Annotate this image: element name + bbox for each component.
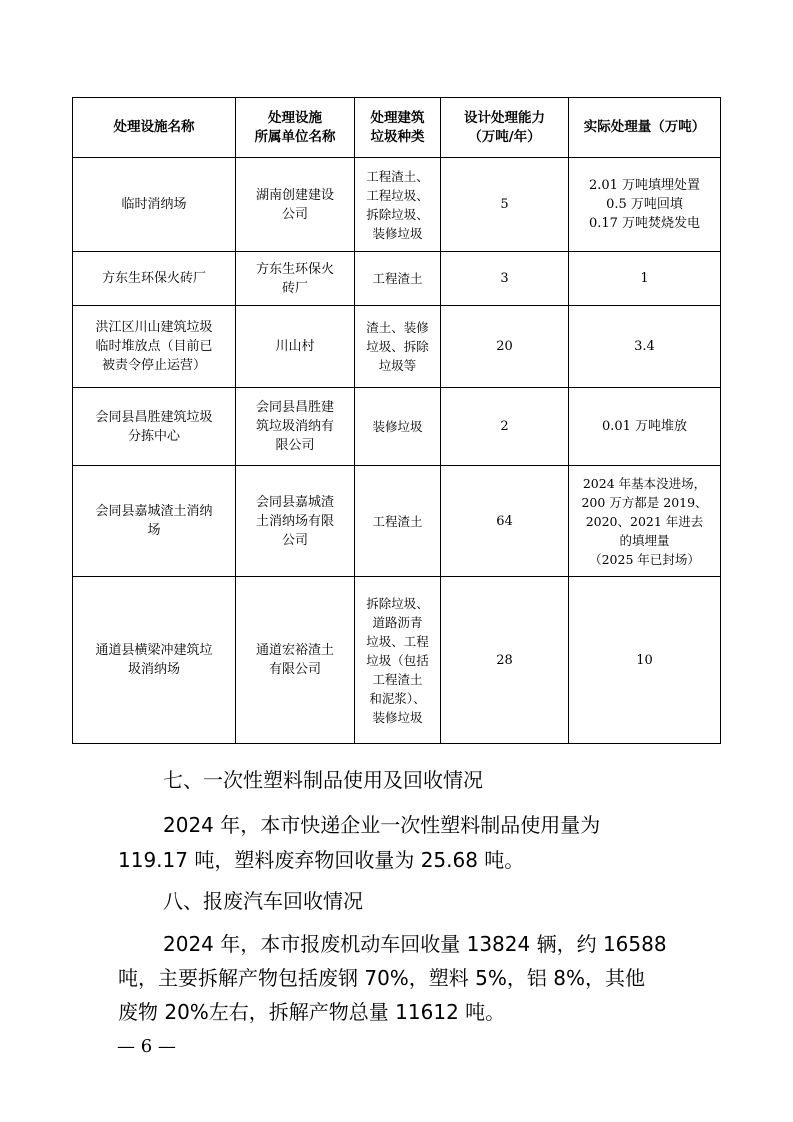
section-8-paragraph-line-1: 2024 年，本市报废机动车回收量 13824 辆，约 16588 — [163, 932, 667, 956]
table-row — [73, 577, 721, 744]
cell-waste-type: 装修垃圾 — [355, 388, 441, 466]
cell-waste-type: 工程渣土 — [355, 466, 441, 577]
cell-facility-name: 方东生环保火砖厂 — [73, 252, 236, 306]
header-owner-unit: 处理设施 所属单位名称 — [236, 98, 355, 158]
facilities-table — [72, 97, 721, 744]
cell-actual-volume: 2.01 万吨填埋处置 0.5 万吨回填 0.17 万吨焚烧发电 — [569, 158, 721, 252]
cell-facility-name: 洪江区川山建筑垃圾 临时堆放点（目前已 被责令停止运营） — [73, 306, 236, 388]
header-design-capacity: 设计处理能力 （万吨/年） — [441, 98, 569, 158]
section-8-paragraph-line-2: 吨，主要拆解产物包括废钢 70%，塑料 5%，铝 8%，其他 — [118, 966, 645, 990]
cell-waste-type: 工程渣土 — [355, 252, 441, 306]
cell-design-capacity: 3 — [441, 252, 569, 306]
cell-actual-volume: 2024 年基本没进场， 200 万方都是 2019、 2020、2021 年进去 的填埋量 （2025 年已封场） — [569, 466, 721, 577]
section-7-heading: 七、一次性塑料制品使用及回收情况 — [163, 768, 483, 792]
cell-actual-volume: 10 — [569, 577, 721, 744]
cell-owner-unit: 会同县嘉城渣 土消纳场有限 公司 — [236, 466, 355, 577]
section-7-paragraph-line-1: 2024 年，本市快递企业一次性塑料制品使用量为 — [163, 813, 601, 837]
cell-owner-unit: 方东生环保火 砖厂 — [236, 252, 355, 306]
table-row — [73, 388, 721, 466]
table-row — [73, 252, 721, 306]
cell-design-capacity: 20 — [441, 306, 569, 388]
cell-design-capacity: 2 — [441, 388, 569, 466]
table-row — [73, 306, 721, 388]
cell-facility-name: 会同县嘉城渣土消纳 场 — [73, 466, 236, 577]
section-7-paragraph-line-2: 119.17 吨，塑料废弃物回收量为 25.68 吨。 — [118, 848, 525, 872]
header-facility-name: 处理设施名称 — [73, 98, 236, 158]
section-8-heading: 八、报废汽车回收情况 — [163, 889, 363, 913]
cell-facility-name: 临时消纳场 — [73, 158, 236, 252]
cell-actual-volume: 3.4 — [569, 306, 721, 388]
header-actual-volume: 实际处理量（万吨） — [569, 98, 721, 158]
cell-owner-unit: 湖南创建建设 公司 — [236, 158, 355, 252]
cell-facility-name: 会同县昌胜建筑垃圾 分拣中心 — [73, 388, 236, 466]
table-row — [73, 466, 721, 577]
cell-owner-unit: 通道宏裕渣土 有限公司 — [236, 577, 355, 744]
cell-owner-unit: 川山村 — [236, 306, 355, 388]
cell-actual-volume: 1 — [569, 252, 721, 306]
page-number: — 6 — — [117, 1036, 176, 1057]
header-waste-type: 处理建筑 垃圾种类 — [355, 98, 441, 158]
section-8-paragraph-line-3: 废物 20%左右，拆解产物总量 11612 吨。 — [118, 1000, 506, 1024]
cell-waste-type: 拆除垃圾、 道路沥青 垃圾、工程 垃圾（包括 工程渣土 和泥浆）、 装修垃圾 — [355, 577, 441, 744]
cell-owner-unit: 会同县昌胜建 筑垃圾消纳有 限公司 — [236, 388, 355, 466]
table-row — [73, 158, 721, 252]
cell-waste-type: 渣土、装修 垃圾、拆除 垃圾等 — [355, 306, 441, 388]
cell-actual-volume: 0.01 万吨堆放 — [569, 388, 721, 466]
cell-design-capacity: 64 — [441, 466, 569, 577]
cell-design-capacity: 5 — [441, 158, 569, 252]
cell-design-capacity: 28 — [441, 577, 569, 744]
table-header-row — [73, 98, 721, 158]
cell-waste-type: 工程渣土、 工程垃圾、 拆除垃圾、 装修垃圾 — [355, 158, 441, 252]
cell-facility-name: 通道县横梁冲建筑垃 圾消纳场 — [73, 577, 236, 744]
